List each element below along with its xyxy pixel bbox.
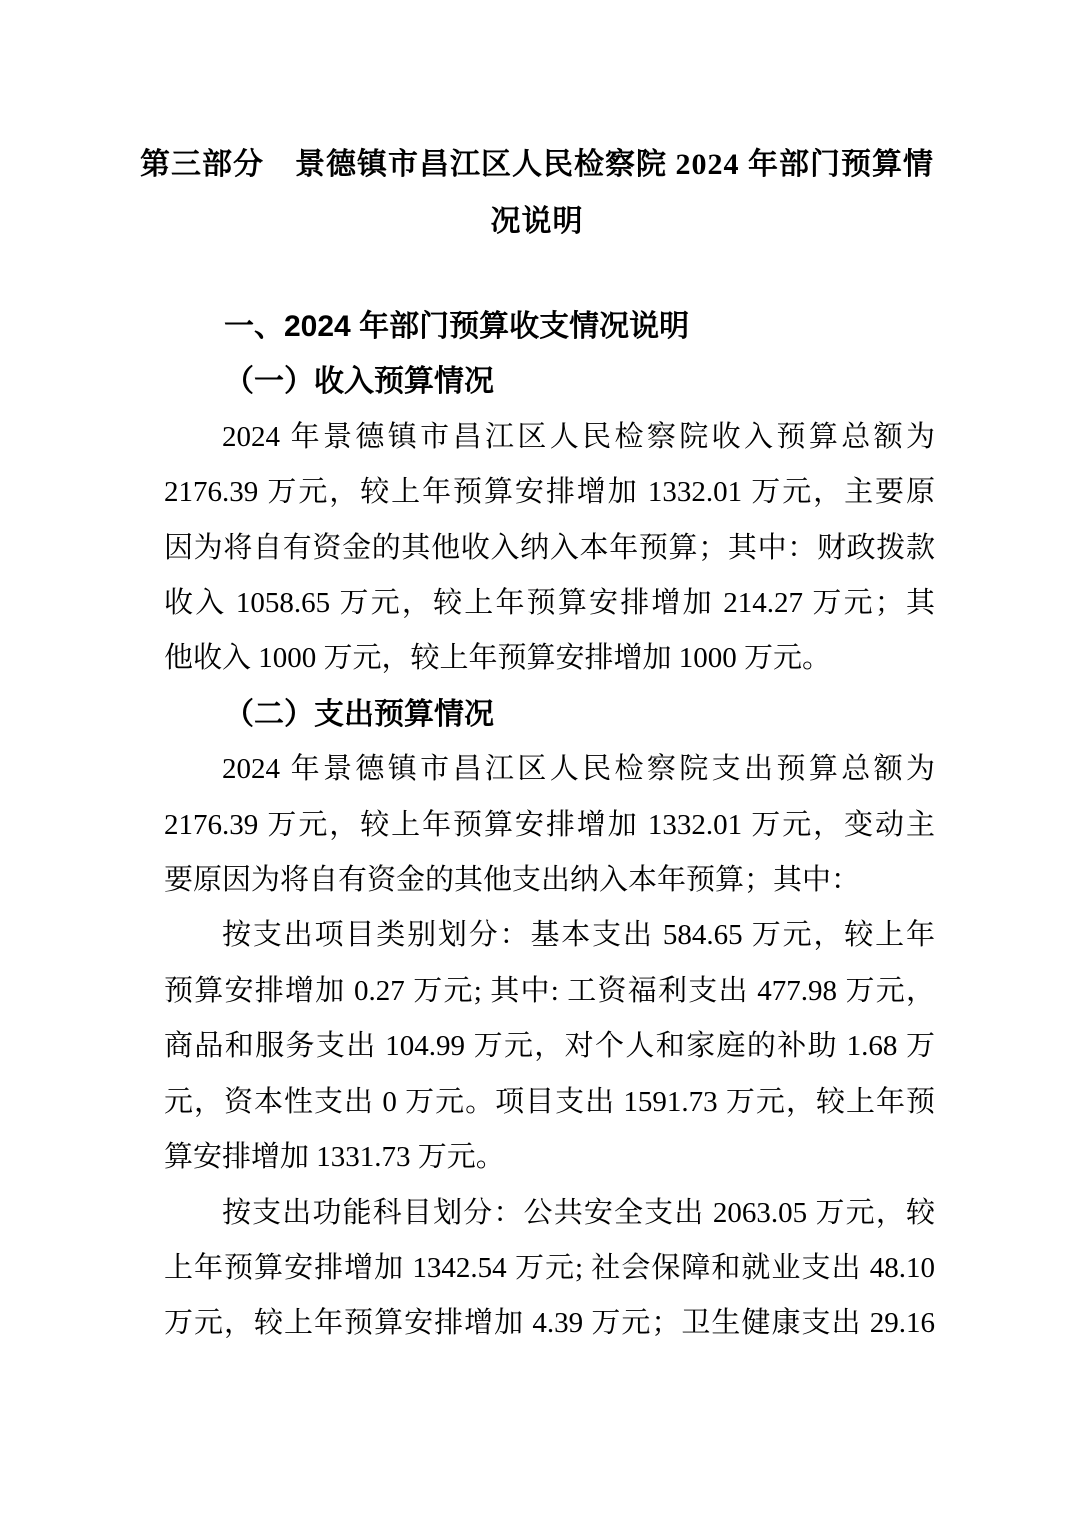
paragraph-line: 他收入 1000 万元，较上年预算安排增加 1000 万元。 [164,642,832,675]
paragraph-line: 收入 1058.65 万元，较上年预算安排增加 214.27 万元；其 [164,587,935,620]
paragraph-line: 2176.39 万元，较上年预算安排增加 1332.01 万元，主要原 [164,476,935,509]
paragraph-line: 预算安排增加 0.27 万元; 其中: 工资福利支出 477.98 万元， [164,974,935,1007]
paragraph-line: 万元，较上年预算安排增加 4.39 万元；卫生健康支出 29.16 [164,1307,935,1340]
paragraph-line: 2024 年景德镇市昌江区人民检察院支出预算总额为 [222,753,935,786]
paragraph-line: 因为将自有资金的其他收入纳入本年预算；其中：财政拨款 [164,531,935,564]
paragraph-expense-total [164,742,935,908]
paragraph-line: 2024 年景德镇市昌江区人民检察院收入预算总额为 [222,420,935,453]
document-title [0,136,1074,250]
paragraph-line: 商品和服务支出 104.99 万元，对个人和家庭的补助 1.68 万 [164,1030,935,1063]
paragraph-line: 算安排增加 1331.73 万元。 [164,1141,505,1174]
title-line-1: 第三部分 景德镇市昌江区人民检察院 2024 年部门预算情 [140,148,934,181]
paragraph-income [164,410,935,687]
paragraph-line: 元，资本性支出 0 万元。项目支出 1591.73 万元，较上年预 [164,1085,935,1118]
paragraph-expense-by-item [164,908,935,1185]
title-line-2: 况说明 [490,205,584,238]
paragraph-expense-by-function [164,1186,935,1352]
paragraph-line: 按支出项目类别划分：基本支出 584.65 万元，较上年 [222,919,935,952]
paragraph-line: 按支出功能科目划分：公共安全支出 2063.05 万元，较 [222,1196,935,1229]
paragraph-line: 2176.39 万元，较上年预算安排增加 1332.01 万元，变动主 [164,808,935,841]
subsection-heading-income: （一）收入预算情况 [224,365,494,399]
paragraph-line: 上年预算安排增加 1342.54 万元; 社会保障和就业支出 48.10 [164,1251,935,1284]
section-heading-budget-overview: 一、2024 年部门预算收支情况说明 [224,310,690,343]
subsection-heading-expense: （二）支出预算情况 [224,697,494,731]
paragraph-line: 要原因为将自有资金的其他支出纳入本年预算；其中： [164,864,861,897]
